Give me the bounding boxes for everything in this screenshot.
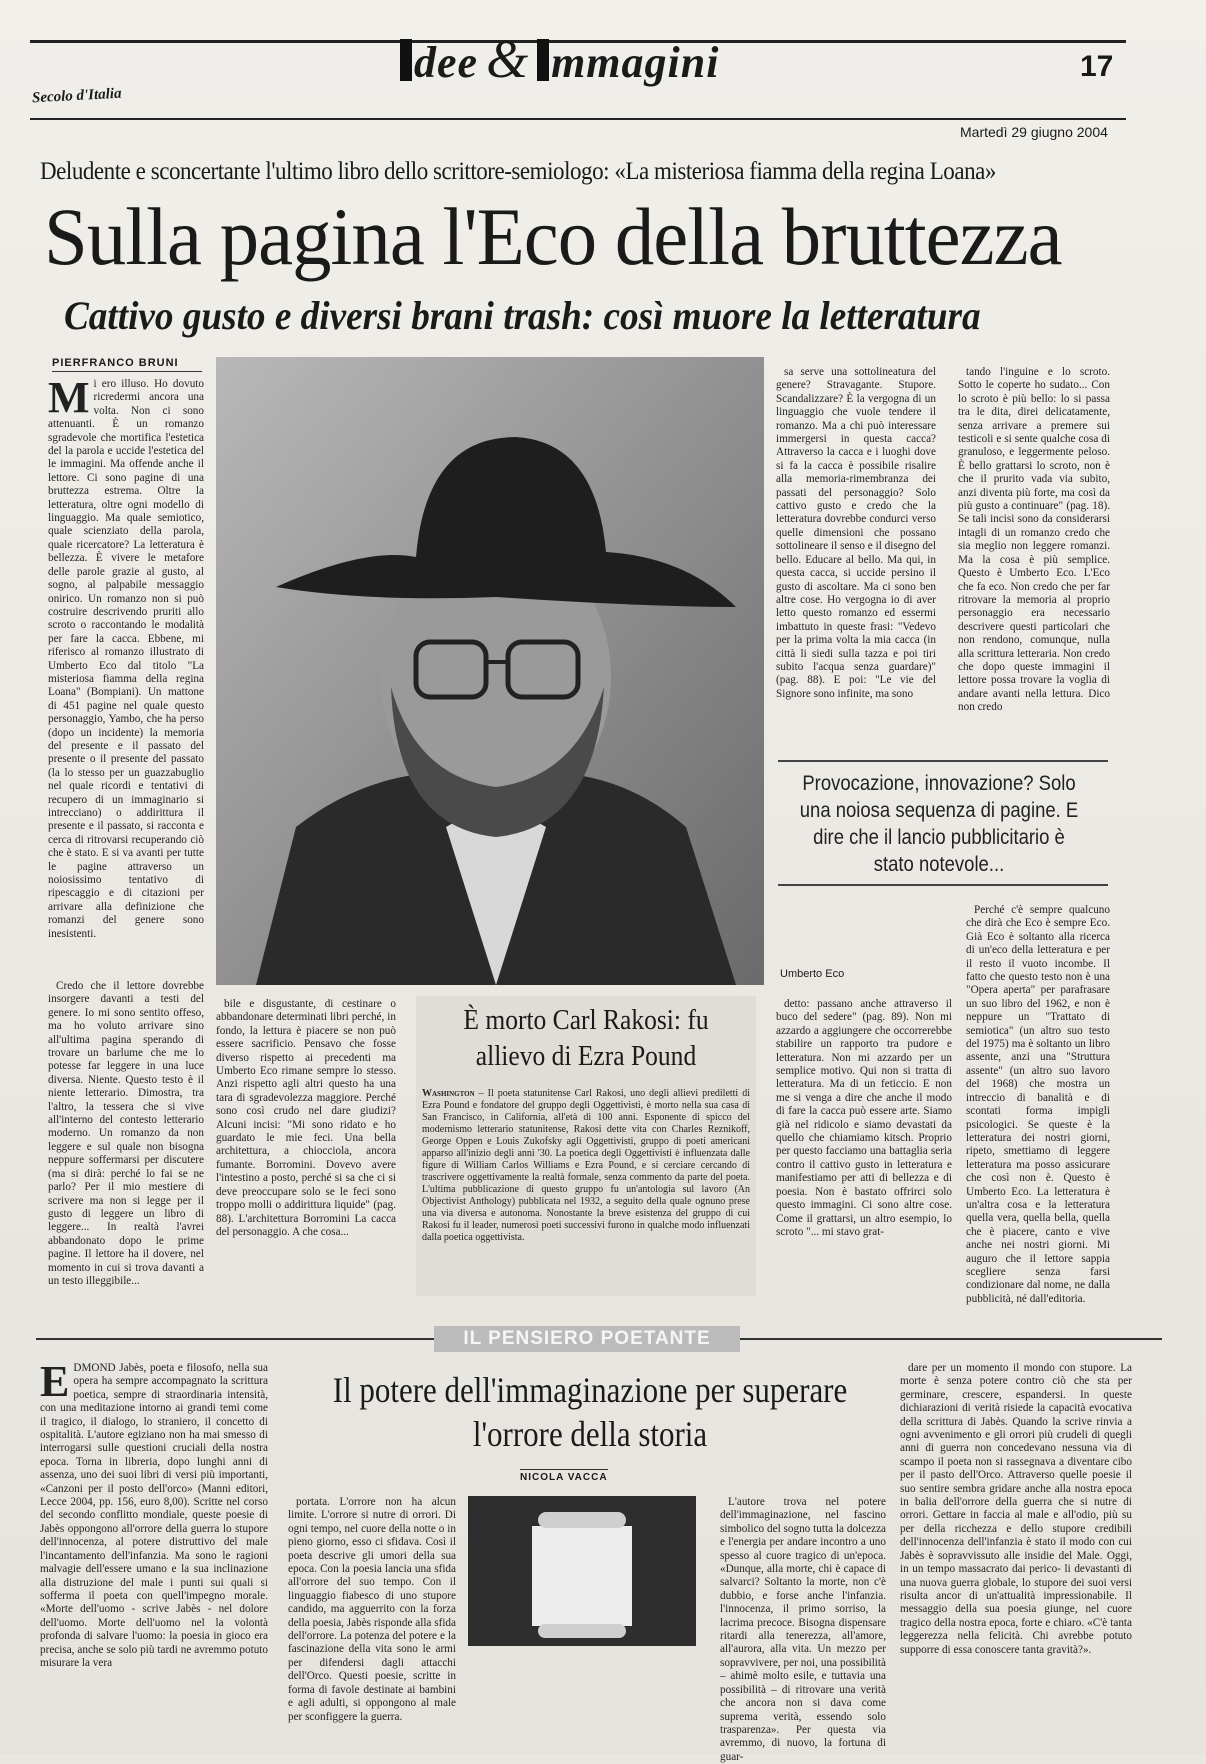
section-ampersand: & xyxy=(486,29,530,89)
photo-caption: Umberto Eco xyxy=(780,968,845,980)
bottom-dropcap: E xyxy=(40,1357,70,1406)
article-column-1b-text: Credo che il lettore dovrebbe insorgere davanti a testi del genere. Io mi sono sentito offeso, ma ho voluto arrivare sino all'ultima pagina sperando di trovare un barlume che me lo potesse far leggere in una luce diversa. Niente. Questo testo è il niente letterario. Dimostra, tra l'altro, la tessera che si vive all'interno del contesto letterario moderno. Un romanzo da non leggere e sul quale non bisogna neppure soffermarsi per discutere (ma si dirà: perché lo fai se ne parlo? Per il mio mestiere di scrivere ma non si legge per il gusto di leggere un libro di leggere... In realtà l'avrei abbandonato dopo le prime pagine. Il lettore ha il dovere, nel momento in cui si trova davanti a un testo illeggibile... xyxy=(48,980,204,1287)
article-column-4b xyxy=(966,904,1110,1305)
article-column-1b xyxy=(48,980,204,1298)
article-column-2-text: bile e disgustante, di cestinare o abbandonare determinati libri perché, in fondo, la lettura è piacere se non può essere sacrificio. Pensavo che fosse diverso rispetto ai precedenti ma Umberto Eco rimane sempre lo stesso. Anzi rispetto agli altri questo ha una tara di sgradevolezza maggiore. Perché sono così crudo nel dare giudizi? Alcuni incisi: "Mi sono ridato e ho guardato le mie feci. Una bella architettura, a chiocciola, ancora fumante. Borromini. Dovevo avere l'intestino a posto, perché si sa che ci si deve preoccupare solo se le feci sono troppo molli o addirittura liquide" (pag. 88). L'architettura Borromini La cacca del personaggio. A che cosa... xyxy=(216,998,396,1238)
section-word-1: dee xyxy=(414,38,479,87)
section-word-2: mmagini xyxy=(551,38,720,87)
article-kicker: Deludente e sconcertante l'ultimo libro dello scrittore-semiologo: «La misteriosa fiamma della regina Loana» xyxy=(40,158,996,185)
bottom-column-3 xyxy=(720,1496,886,1763)
sidebar-title: È morto Carl Rakosi: fu allievo di Ezra Pound xyxy=(463,1004,709,1072)
newspaper-brand: Secolo d'Italia xyxy=(31,85,122,107)
article-column-4 xyxy=(958,366,1110,738)
article-column-3-text: sa serve una sottolineatura del genere? Stravagante. Stupore. Scandalizzare? È la vergogna di un linguaggio che vuole tendere il romanzo. Ma a chi può interessare immergersi in questa cacca? Attraverso la cacca e i luoghi dove si fa la cacca è possibile risalire alla memoria-rimembranza dei passati del personaggio? Solo cattivo gusto e credo che la letteratura dovrebbe condurci verso quelle dimensioni che possano sottolineare il senso e il disegno del bello. Educare al bello. Ma qui, in questa cacca, si uccide persino il gusto di ascoltare. Ma ci sono ben altre cose. Ho vergogna io di aver letto questo romanzo ed essermi imbattuto in queste frasi: "Vedevo per la prima volta la mia cacca (in città li siedi sulla tazza e poi tiri subito l'acqua senza guardare)" (pag. 88). E poi: "Le vie del Signore sono infinite, ma sono xyxy=(776,366,936,700)
bottom-column-2-text: portata. L'orrore non ha alcun limite. L'orrore si nutre di orrori. Di ogni tempo, nel cuore della notte o in pieno giorno, esso ci sfidava. Così il poeta descrive gli umori della sua epoca. Con la poesia lancia una sfida all'orrore del suo tempo. Con il linguaggio fiabesco di uno stupore candido, ma agguerrito con la forza della poesia, Jabès risponde alla sfida dell'orrore. La potenza del potere e la fascinazione della vita sono le armi per difendersi dagli attacchi dell'Orco. Questi poesie, scritte in forma di favole destinate ai bambini e agli adulti, si oppongono al male per sconfiggere la guerra. xyxy=(288,1496,456,1723)
bottom-column-4 xyxy=(900,1362,1132,1746)
article-column-2 xyxy=(216,998,396,1298)
section-i-block-2 xyxy=(537,39,549,81)
bottom-column-2 xyxy=(288,1496,456,1746)
sidebar-dateline: Washington xyxy=(422,1088,475,1099)
bottom-column-1-text: DMOND Jabès, poeta e filosofo, nella sua opera ha sempre accompagnato la scrittura poetica, sempre di straordinaria intensità, con una meditazione intorno ai grandi temi come il tragico, il dialogo, lo straniero, il concetto di ospitalità. L'autore egiziano non ha mai smesso di interrogarsi sulle questioni cruciali della nostra epoca. Torna in libreria, dopo lunghi anni di assenza, uno dei suoi libri di versi più importanti, «Canzoni per il posto dell'orco» (Manni editori, Lecce 2004, pp. 156, euro 8,00). Scritte nel corso del secondo conflitto mondiale, queste poesie di Jabès oppongono all'orrore della guerra lo stupore dell'innocenza, al potere distruttivo del male l'incantamento dell'infanzia. Ma sono le ragioni malvagie dell'essere umano e la sua inclinazione alla distruzione del male i punti sui quali si sofferma il poeta con quell'impegno morale. «Morte dell'uomo - scrive Jabès - nel dolore dell'uomo. Morte dell'uomo nel la volontà profonda di salvare l'uomo: la poesia in gioco era precisa, anche se solo più tardi ne avremmo potuto misurare la vera xyxy=(40,1362,268,1669)
bottom-article-title: Il potere dell'immaginazione per superare l'orrore della storia xyxy=(332,1370,848,1454)
section-title xyxy=(400,28,719,90)
portrait-photo xyxy=(216,357,764,985)
bottom-photo xyxy=(468,1496,696,1646)
article-column-3 xyxy=(776,366,936,738)
page-number: 17 xyxy=(1080,50,1114,83)
bottom-column-1 xyxy=(40,1357,268,1746)
article-subhead: Cattivo gusto e diversi brani trash: così muore la letteratura xyxy=(64,293,981,338)
article-column-1-text: i ero illuso. Ho dovuto ricredermi ancora una volta. Non ci sono attenuanti. È un romanzo sgradevole che mortifica l'estetica del la parola e uccide l'estetica del le immagini. Ma offende anche il lettore. Ci sono pagine di una bruttezza estrema. Oltre la letteratura, oltre ogni modello di linguaggio. Ma quale semiotico, quale scienziato della parola, quale ricercatore? La letteratura è bellezza. È vivere le metafore delle parole grazie al gusto, al sogno, al palpabile messaggio onirico. Un romanzo non si può costruire descrivendo pruriti allo scroto o raccontando le modalità per fare la cacca. Ebbene, mi riferisco al romanzo illustrato di Umberto Eco dal titolo "La misteriosa fiamma della regina Loana" (Bompiani). Un mattone di 451 pagine nel quale questo personaggio, Yambo, che ha perso (dopo un incidente) la memoria del presente e il passato del presente o il presente del passato (la lo stesso per un guazzabuglio nel quale ricordi e tentativi di recupero di un immaginario si intrecciano) o addirittura il presente e il passato, si racconta e cerca di ritrovarsi recuperando ciò che è stato. E si va avanti per tutte le pagine attraverso un noiosissimo tentativo di ripescaggio e di citazioni per arrivare alla definizione che romanzi del genere sono inesistenti. xyxy=(48,378,204,940)
pullquote: Provocazione, innovazione? Solo una noiosa sequenza di pagine. E dire che il lancio pubblicitario è stato notevole... xyxy=(799,772,1079,876)
pullquote-rule-top xyxy=(778,760,1108,762)
bottom-photo-image xyxy=(468,1496,696,1646)
article-column-4-text: tando l'inguine e lo scroto. Sotto le coperte ho sudato... Con lo scroto è più bello: lo si passa tra le dita, direi delicatamente, senza arrivare a premere sui testicoli e si sente qualche cosa di granuloso, e leggermente peloso. È bello grattarsi lo scroto, non è che il prurito vada via subito, anzi diventa più forte, ma così da più gusto a continuare" (pag. 18). Se tali incisi sono da considerarsi intagli di un romanzo credo che sia meglio non leggere romanzi. Ma la cosa è più semplice. Questo è Umberto Eco. L'Eco che fa eco. Non credo che per far ritrovare la memoria al proprio personaggio era necessario descrivere questi particolari che non rendono, comunque, nulla alla scrittura letteraria. Non credo che dopo queste immagini il lettore possa trovare la voglia di andare avanti nella lettura. Dico non credo xyxy=(958,366,1110,714)
sidebar-body-text: – Il poeta statunitense Carl Rakosi, uno degli allievi prediletti di Ezra Pound e fondatore del gruppo degli Oggettivisti, è morto nella sua casa di San Francisco, in California, all'età di 100 anni. Esponente di spicco del modernismo letterario statunitense, Rakosi dette vita con Charles Reznikoff, George Oppen e Louis Zukofsky agli Oggettivisti, gruppo di poeti americani apparso all'inizio degli anni '30. La poetica degli Oggettivisti è influenzata dalle figure di William Carlos Williams e Ezra Pound, e si cerciare cercando di trascrivere oggettivamente la realtà formale, senza commento da parte del poeta. L'ultima pubblicazione di questo gruppo fu un'antologia sul lavoro (An Objectivist Anthology) pubblicata nel 1932, a seguito della quale ognuno prese una via diversa e autonoma. Nonostante la breve esistenza del gruppo di cui Rakosi fu il leader, numerosi poeti successivi furono in qualche modo influenzati dalla poetica oggettivista. xyxy=(422,1088,750,1243)
article-column-3b xyxy=(776,998,952,1296)
bottom-column-4-text: dare per un momento il mondo con stupore. La morte è senza potere contro ciò che sta per germinare, crescere, espandersi. In queste dichiarazioni di verità risiede la capacità evocativa della scrittura di Jabès. Quando la scrive rinvia a ogni avvenimento e gli orrori più crudeli di quegli anni di guerra non concedevano nessuna via di scampo il poeta non si rassegnava a diventare cibo per il pasto dell'Orco. Attraverso quelle poesie il suo sentire sembra gridare anche alla nostra epoca in balia dell'orrore della guerra che si nutre di orrori. Gettare in faccia al male e all'odio, più su per della ricchezza e dello stupore credibili dell'innocenza dell'infanzia è stato il modo con cui Jabès è sopravvissuto alle insidie del Male. Oggi, in un tempo massacrato dai perico- li devastanti di una nuova guerra globale, lo stupore dei suoi versi risulta ancor di un'attualità impressionabile. Il messaggio della sua poesia giunge, nel cuore tragico della nostra epoca, forte e chiaro. «C'è tanta leggerezza nella felicità. Chi avrebbe potuto supporre di essa conoscere tanta gravità?». xyxy=(900,1362,1132,1656)
bottom-section-label: IL PENSIERO POETANTE xyxy=(434,1326,740,1352)
pullquote-rule-bottom xyxy=(778,884,1108,886)
article-headline: Sulla pagina l'Eco della bruttezza xyxy=(44,191,1062,282)
article-column-3b-text: detto: passano anche attraverso il buco del sedere" (pag. 89). Non mi azzardo a aggiungere che occorrerebbe stabilire un rapporto tra pudore e letteratura. Non mi azzardo per un semplice motivo. Qui non si tratta di letteratura. Ma di un feticcio. E non me si venga a dire che anche il modo di fare la cacca può essere arte. Siamo già nel ridicolo e siamo devastati da quello che chiamiamo kitsch. Proprio per questo facciamo una battaglia seria contro il cattivo gusto in letteratura e manifestiamo per atti di bellezza e di poesia. Non è bastato offrirci solo questo immagini. Ci sono altre cose. Come il grattarsi, un altro esempio, lo scroto "... mi stavo grat- xyxy=(776,998,952,1238)
bottom-column-3-text: L'autore trova nel potere dell'immaginazione, nel fascino simbolico del sogno tutta la dolcezza e l'energia per andare incontro a uno spesso al cuore tragico di un'epoca. «Dunque, alla morte, chi è capace di salvarci? Soltanto la morte, non c'è dubbio, e forse anche l'infanzia. l'innocenza, il primo sorriso, la lacrima precoce. Bisogna dispensare ritardi alla tenerezza, all'amore, all'aurora, alla vita. Un mezzo per sopravvivere, per noi, una possibilità – ahimè molto esile, e tuttavia una possibilità – di ritrovare una verità che ancora non si dava come suprema verità, essendo solo trasparenza». Per questa via avremmo, di nuovo, la fortuna di guar- xyxy=(720,1496,886,1763)
article-column-4b-text: Perché c'è sempre qualcuno che dirà che Eco è sempre Eco. Già Eco è soltanto alla ricerca di un'eco della letteratura e per il resto il vuoto incombe. Il fatto che questo testo non è una "Opera aperta" per parafrasare un suo libro del 1962, e non è neppure un "Trattato di semiotica" (un altro suo testo del 1975) ma è soltanto un libro assente, anzi una "Struttura assente" (un altro suo lavoro del 1968) che mostra un intreccio di banalità e di scontati forma impigli psicologici. Se queste è la letteratura dei nostri giorni, ripeto, smettiamo di leggere letteratura ma posso assicurare che così non è. Questo è Umberto Eco. La letteratura è un'altra cosa e la letteratura quella vera, quella bella, quella che è piacere, canto e vive anche nei nostri giorni. Mi auguro che il lettore sappia scegliere senza farsi condizionare dal nome, ne dalla pubblicità, né dall'editoria. xyxy=(966,904,1110,1305)
masthead-rule xyxy=(30,118,1126,120)
article-column-1 xyxy=(48,373,204,974)
section-i-block xyxy=(400,39,412,81)
portrait-image xyxy=(216,357,764,985)
article-dropcap: M xyxy=(48,373,90,422)
bottom-article-byline: NICOLA VACCA xyxy=(520,1469,608,1483)
article-byline: PIERFRANCO BRUNI xyxy=(52,357,202,372)
issue-date: Martedì 29 giugno 2004 xyxy=(960,124,1108,140)
sidebar-body xyxy=(422,1088,750,1292)
